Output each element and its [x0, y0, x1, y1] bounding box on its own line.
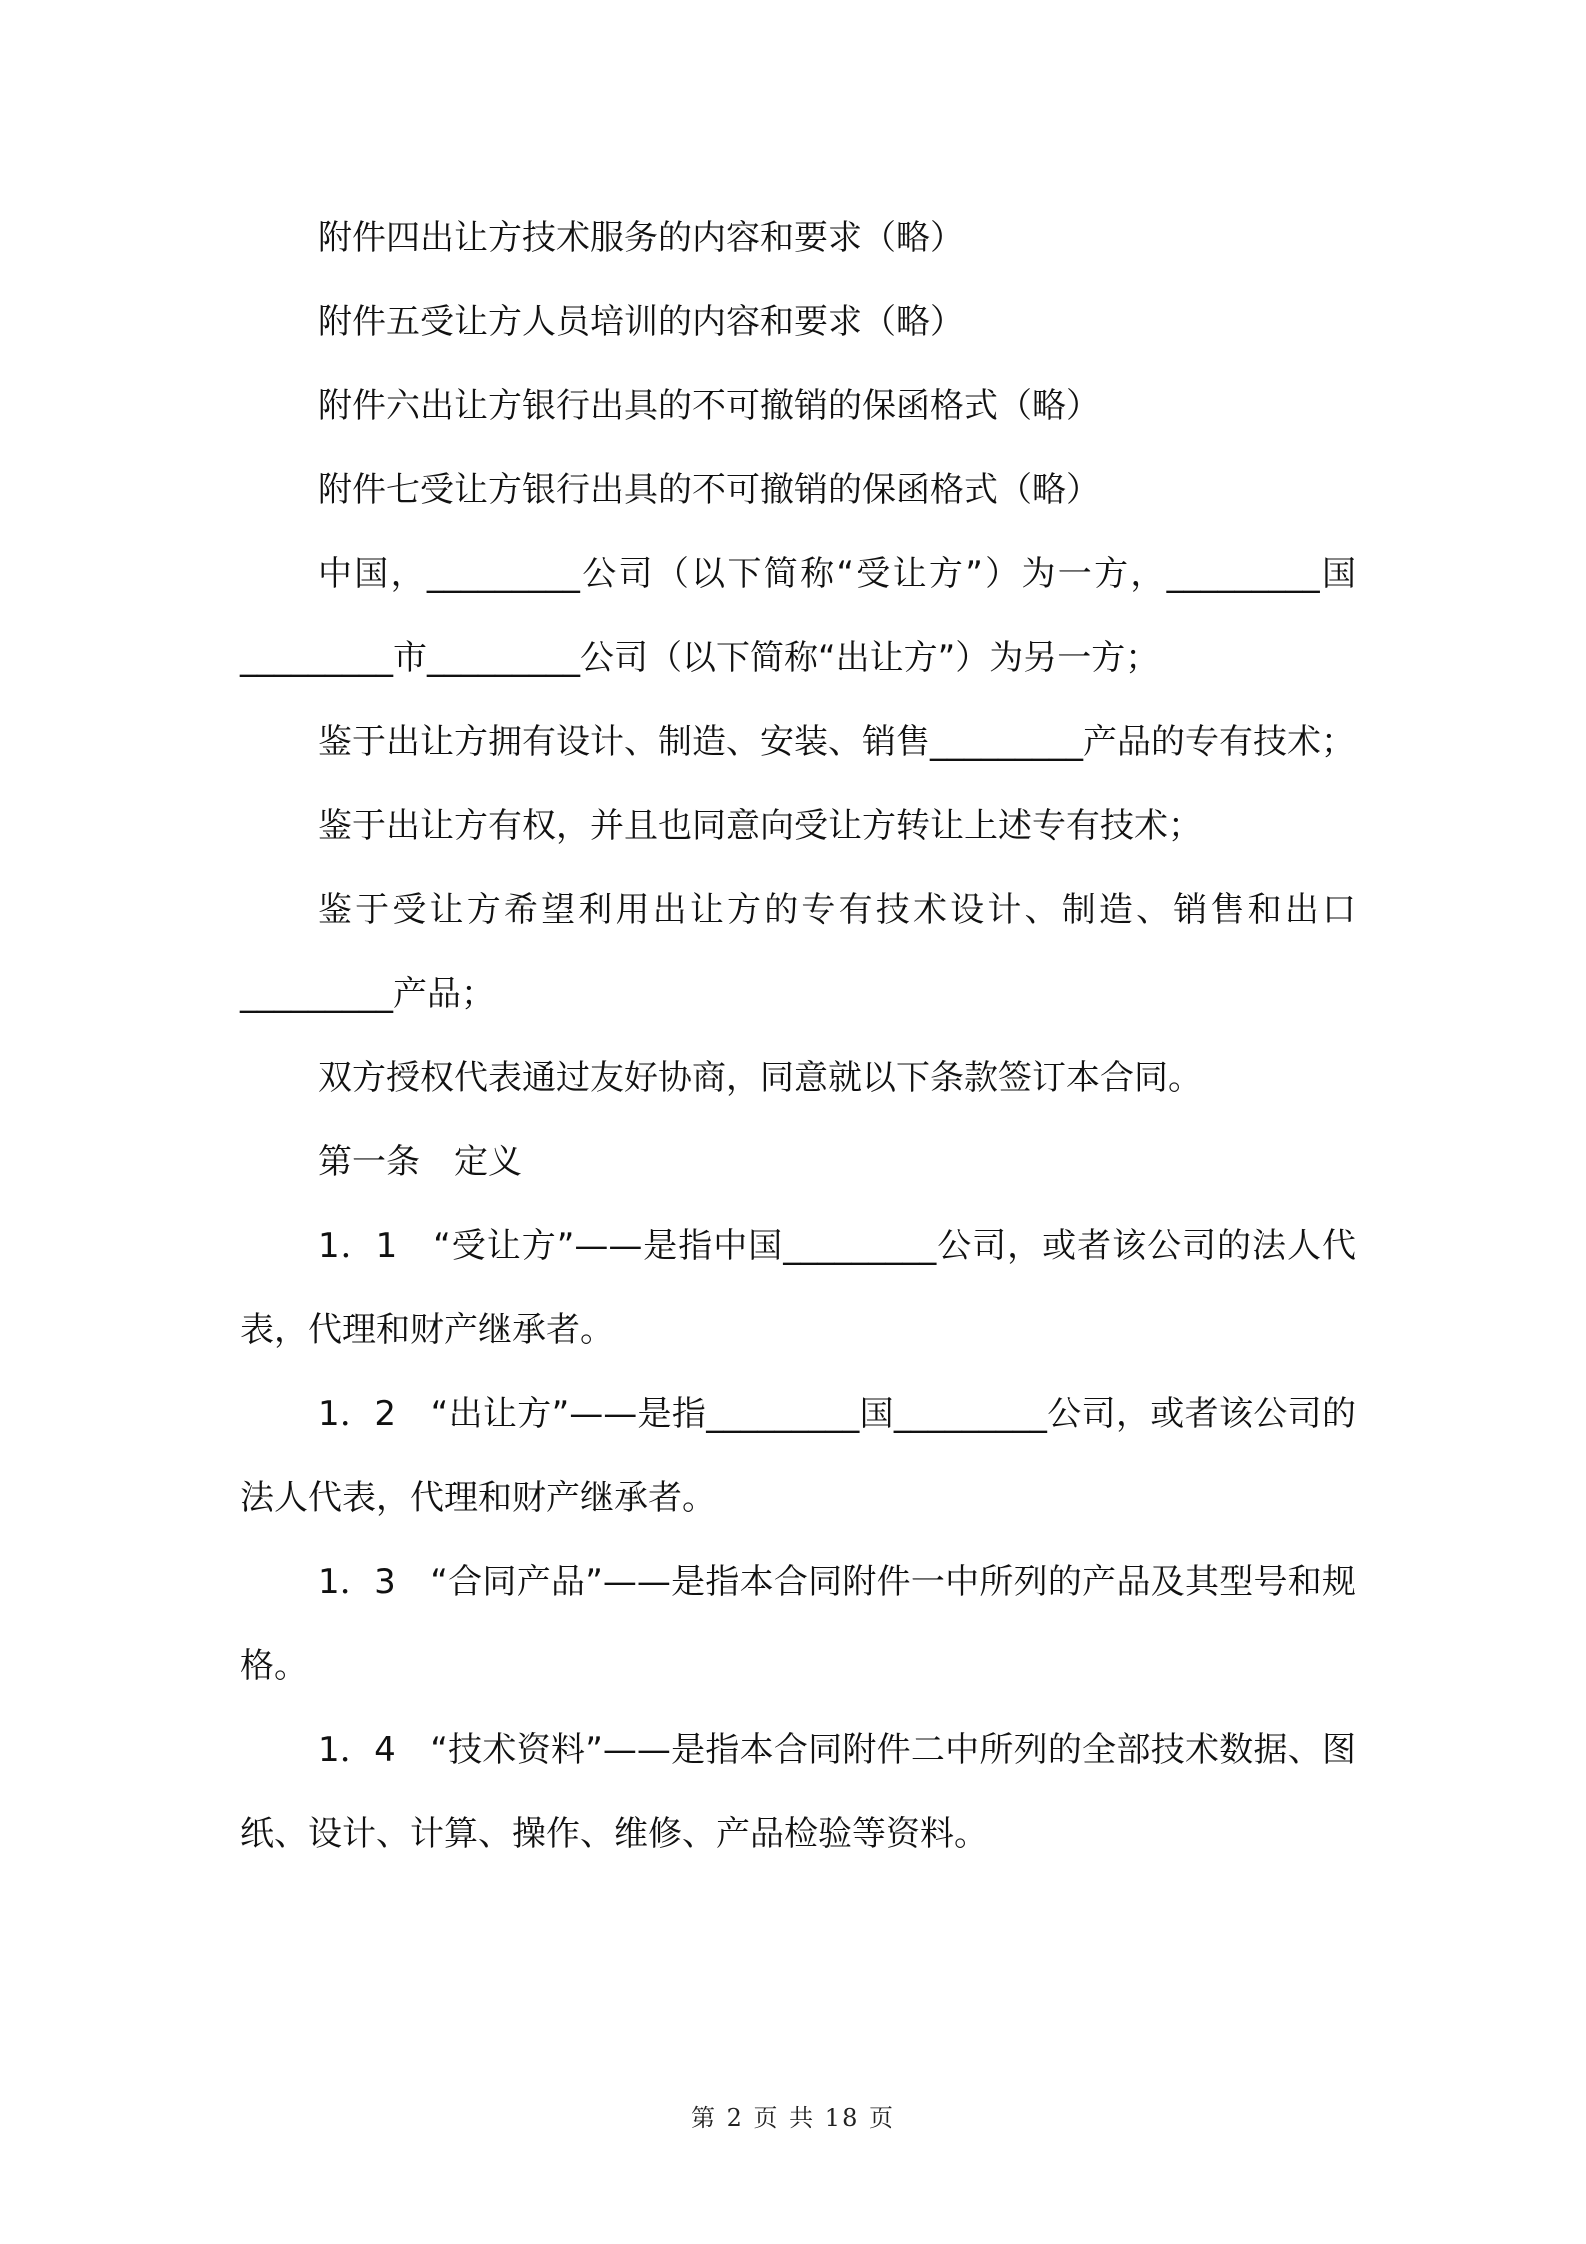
- definition-1-4: 1．4 “技术资料”——是指本合同附件二中所列的全部技术数据、图纸、设计、计算、操作、维修、产品检验等资料。: [240, 1730, 1356, 1854]
- page-number-footer: 第 2 页 共 18 页: [691, 2104, 895, 2132]
- whereas-paragraph-2: 鉴于出让方有权，并且也同意向受让方转让上述专有技术；: [318, 806, 1202, 846]
- parties-paragraph: 中国，_________公司（以下简称“受让方”）为一方，_________国_________市_________公司（以下简称“出让方”）为另一方；: [240, 554, 1356, 678]
- appendix-4-line: 附件四出让方技术服务的内容和要求（略）: [318, 218, 964, 258]
- whereas-paragraph-1: 鉴于出让方拥有设计、制造、安装、销售_________产品的专有技术；: [318, 722, 1355, 762]
- whereas-paragraph-3: 鉴于受让方希望利用出让方的专有技术设计、制造、销售和出口_________产品；: [240, 890, 1356, 1014]
- article-1-heading: 第一条 定义: [318, 1142, 522, 1182]
- appendix-7-line: 附件七受让方银行出具的不可撤销的保函格式（略）: [318, 470, 1100, 510]
- agreement-paragraph: 双方授权代表通过友好协商，同意就以下条款签订本合同。: [318, 1058, 1202, 1098]
- definition-1-1: 1．1 “受让方”——是指中国_________公司，或者该公司的法人代表，代理和财产继承者。: [240, 1226, 1356, 1350]
- appendix-6-line: 附件六出让方银行出具的不可撤销的保函格式（略）: [318, 386, 1100, 426]
- definition-1-2: 1．2 “出让方”——是指_________国_________公司，或者该公司的法人代表，代理和财产继承者。: [240, 1394, 1356, 1518]
- definition-1-3: 1．3 “合同产品”——是指本合同附件一中所列的产品及其型号和规格。: [240, 1562, 1356, 1686]
- document-body: [240, 196, 1356, 1876]
- appendix-5-line: 附件五受让方人员培训的内容和要求（略）: [318, 302, 964, 342]
